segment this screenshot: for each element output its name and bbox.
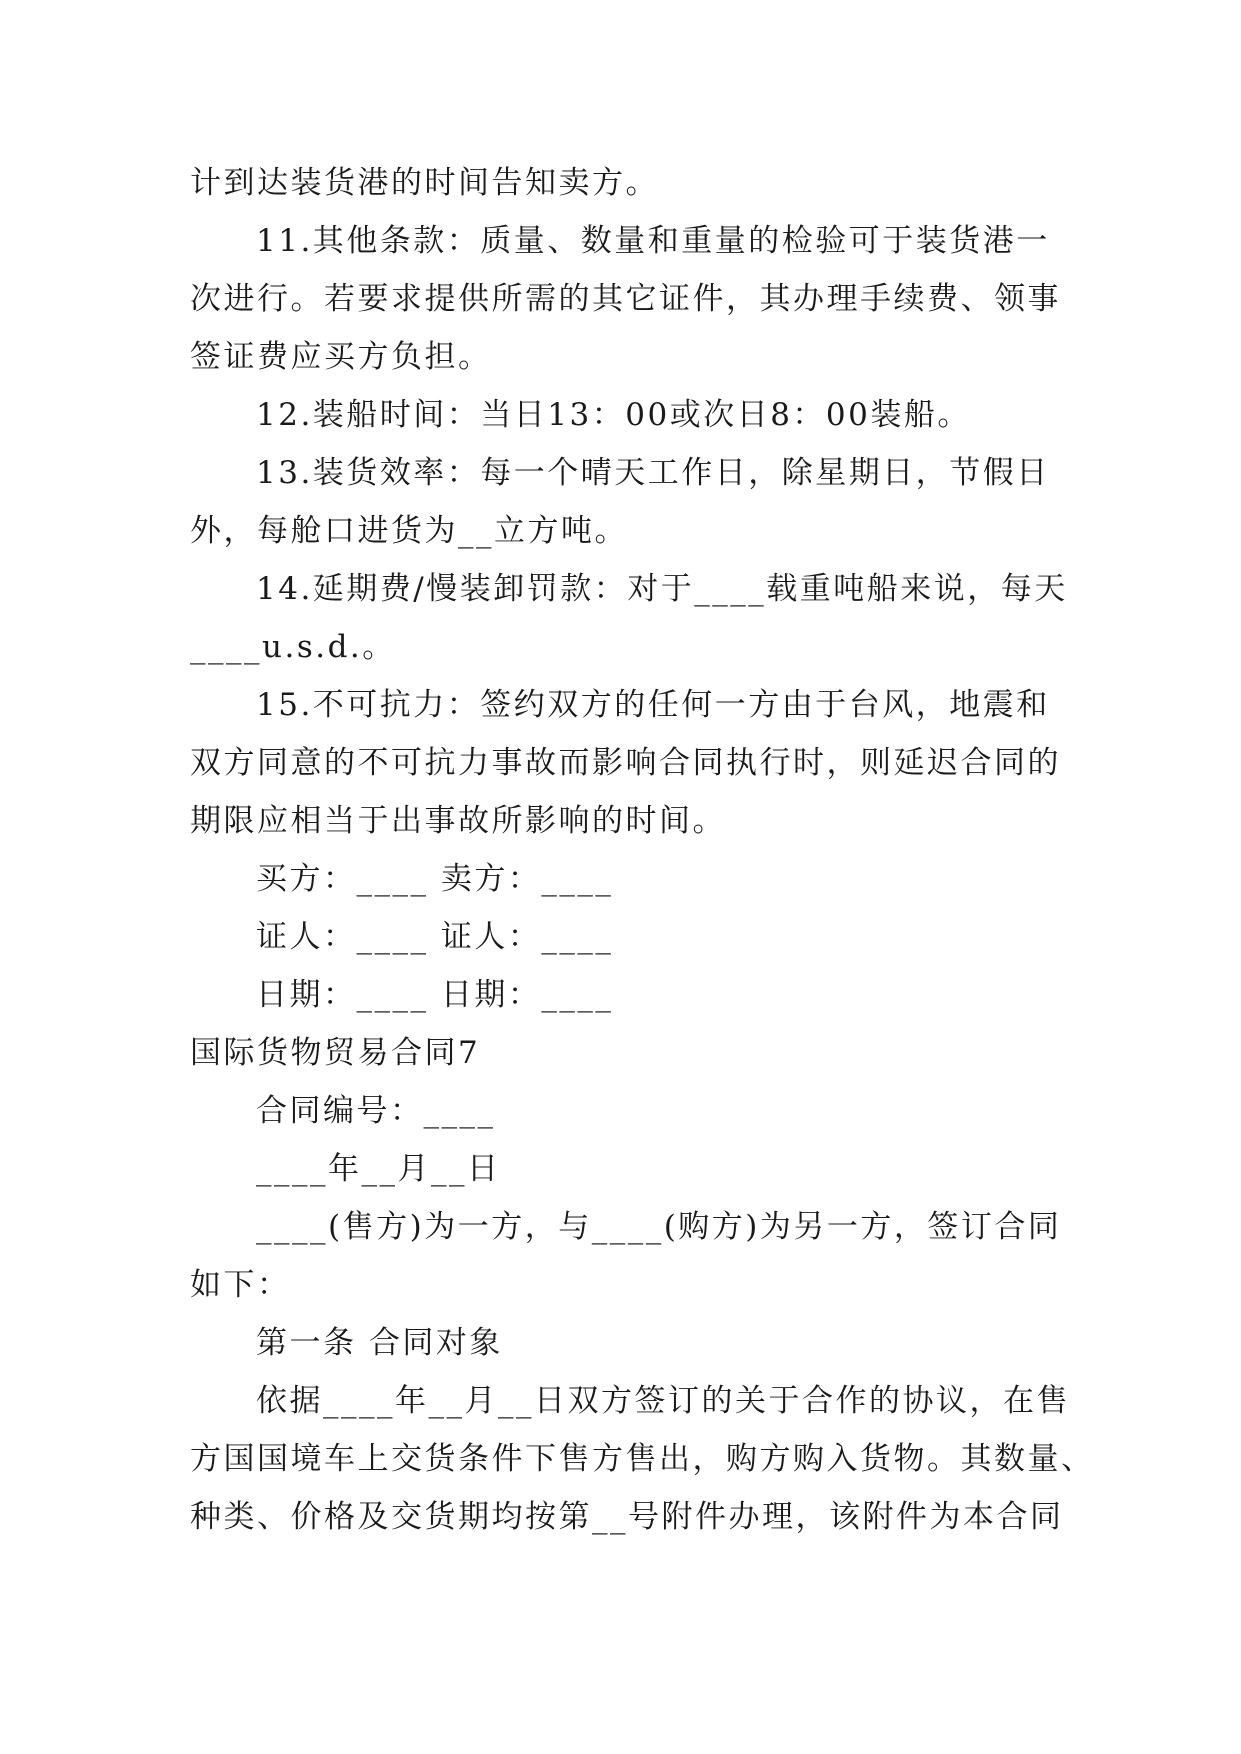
- text-line-20: 如下：: [190, 1267, 291, 1303]
- article-1-text-1: 依据____年__月__日双方签订的关于合作的协议，在售: [256, 1383, 1070, 1419]
- signature-witnesses: 证人：____ 证人：____: [256, 919, 614, 955]
- article-1-text-2: 方国国境车上交货条件下售方售出，购方购入货物。其数量、: [190, 1441, 1095, 1477]
- text-line-7: 外，每舱口进货为__立方吨。: [190, 513, 628, 549]
- clause-14-heading: 14.延期费/慢装卸罚款：对于____载重吨船来说，每天: [256, 571, 1068, 607]
- contract-number: 合同编号：____: [256, 1093, 496, 1129]
- text-line-11: 双方同意的不可抗力事故而影响合同执行时，则延迟合同的: [190, 745, 1061, 781]
- parties-intro: ____(售方)为一方，与____(购方)为另一方，签订合同: [256, 1209, 1062, 1245]
- signature-parties: 买方：____ 卖方：____: [256, 861, 614, 897]
- contract-date: ____年__月__日: [256, 1151, 501, 1187]
- article-1-text-3: 种类、价格及交货期均按第__号附件办理，该附件为本合同: [190, 1499, 1064, 1535]
- article-1-heading: 第一条 合同对象: [256, 1325, 503, 1361]
- clause-11-heading: 11.其他条款：质量、数量和重量的检验可于装货港一: [256, 223, 1050, 259]
- clause-12: 12.装船时间：当日13：00或次日8：00装船。: [256, 397, 971, 433]
- signature-dates: 日期：____ 日期：____: [256, 977, 614, 1013]
- text-line-1: 计到达装货港的时间告知卖方。: [190, 165, 659, 201]
- clause-15-heading: 15.不可抗力：签约双方的任何一方由于台风，地震和: [256, 687, 1050, 723]
- text-line-4: 签证费应买方负担。: [190, 339, 492, 375]
- contract-title: 国际货物贸易合同7: [190, 1035, 481, 1071]
- text-line-12: 期限应相当于出事故所影响的时间。: [190, 803, 726, 839]
- text-line-3: 次进行。若要求提供所需的其它证件，其办理手续费、领事: [190, 281, 1061, 317]
- clause-13-heading: 13.装货效率：每一个晴天工作日，除星期日，节假日: [256, 455, 1050, 491]
- text-line-9: ____u.s.d.。: [190, 629, 396, 665]
